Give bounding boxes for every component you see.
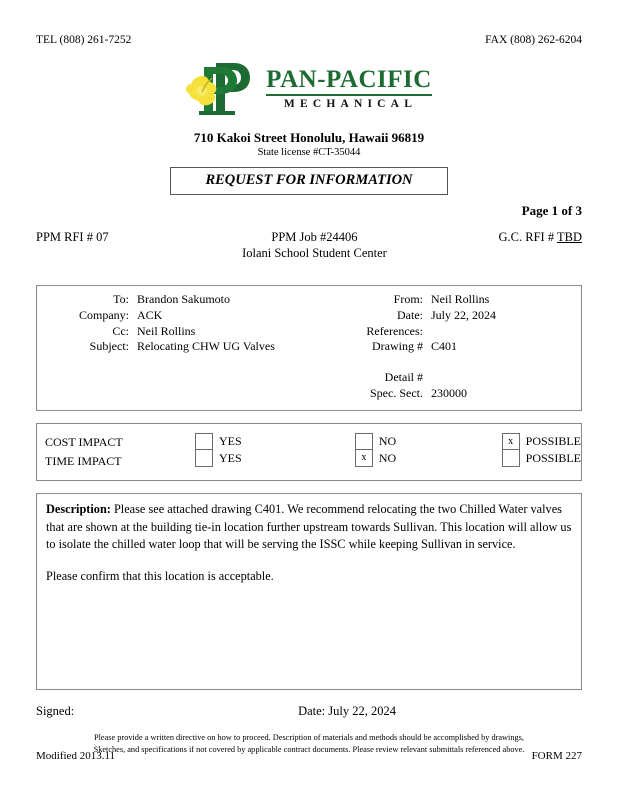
yes-option-label-time: YES	[219, 450, 242, 465]
info-row-from	[315, 292, 581, 308]
info-left-column	[37, 292, 309, 402]
fineprint-line-2: Sketches, and specifications if not covered by applicable contract documents. Please review relevant submittals referenced above.	[93, 744, 525, 754]
signature-row	[36, 704, 582, 719]
impact-row-labels	[37, 433, 195, 470]
info-row-spec-section	[315, 386, 581, 402]
label-references: References:	[366, 323, 423, 338]
gc-rfi-value: TBD	[556, 230, 582, 244]
label-company: Company:	[79, 307, 129, 322]
time-impact-possible-checkbox[interactable]	[502, 450, 520, 467]
logo-company-subtitle: MECHANICAL	[283, 98, 418, 111]
info-row-to	[43, 292, 309, 308]
value-subject: Relocating CHW UG Valves	[137, 339, 275, 354]
label-spec-section: Spec. Sect.	[370, 386, 423, 401]
logo-divider-rule	[266, 94, 432, 96]
time-impact-no-checkbox[interactable]: x	[355, 450, 373, 467]
info-row-drawing	[315, 339, 581, 355]
value-to: Brandon Sakumoto	[137, 292, 230, 306]
description-label: Description:	[46, 502, 111, 517]
time-impact-yes-checkbox[interactable]	[195, 450, 213, 467]
info-row-detail	[315, 370, 581, 386]
label-date: Date:	[397, 307, 423, 322]
page-counter: Page 1 of 3	[521, 203, 582, 218]
description-text-2: Please confirm that this location is acceptable.	[46, 568, 274, 583]
pan-pacific-pp-hibiscus-logo-icon	[186, 58, 260, 118]
time-impact-label: TIME IMPACT	[45, 453, 122, 468]
value-company: ACK	[137, 307, 163, 322]
fineprint-line-1: Please provide a written directive on how to proceed. Description of materials and methods should be accomplished by drawings,	[94, 733, 524, 743]
ppm-rfi-number: PPM RFI # 07	[36, 230, 109, 244]
no-option-label-time: NO	[378, 450, 397, 465]
telephone-number: TEL (808) 261-7252	[36, 34, 132, 46]
possible-checkbox-group	[502, 433, 581, 467]
no-checkbox-group	[355, 433, 396, 467]
value-references	[431, 324, 581, 340]
ppm-job-number: PPM Job #24406	[271, 230, 358, 244]
contact-header	[36, 0, 582, 46]
cost-impact-label: COST IMPACT	[45, 434, 123, 449]
signature-date-label: Date:	[298, 704, 326, 719]
logo-company-name: PAN-PACIFIC	[266, 66, 432, 94]
company-logo	[36, 58, 582, 118]
fax-number: FAX (808) 262-6204	[485, 34, 582, 46]
signature-date	[298, 704, 582, 719]
document-footer	[36, 750, 582, 762]
value-spec-section: 230000	[431, 386, 467, 401]
description-box[interactable]	[36, 493, 582, 690]
label-drawing-number: Drawing #	[372, 339, 423, 354]
info-row-company	[43, 308, 309, 324]
company-address: 710 Kakoi Street Honolulu, Hawaii 96819	[193, 130, 425, 145]
state-license: State license #CT-35044	[257, 147, 361, 158]
cost-impact-no-checkbox[interactable]	[355, 433, 373, 450]
job-info	[200, 230, 429, 261]
info-row-date	[315, 308, 581, 324]
no-option-label-cost: NO	[378, 433, 397, 448]
signature-date-value: July 22, 2024	[328, 704, 396, 719]
value-from: Neil Rollins	[431, 292, 490, 306]
value-date: July 22, 2024	[431, 307, 497, 322]
description-text-1: Please see attached drawing C401. We recommend relocating the two Chilled Water valves that are shown at the building tie-in location further upstream towards Sullivan. This location will allow us to isolate the chilled water loop that will be serving the ISSC while keeping Sullivan in service.	[46, 502, 572, 552]
impact-selection-box	[36, 423, 582, 481]
label-cc: Cc:	[112, 323, 129, 338]
info-row-cc	[43, 324, 309, 340]
job-identification-row	[36, 230, 582, 261]
value-detail-number	[431, 370, 581, 386]
value-cc: Neil Rollins	[137, 323, 196, 338]
label-to: To:	[113, 292, 129, 306]
project-name: Iolani School Student Center	[242, 246, 387, 260]
info-spacer	[315, 355, 581, 370]
label-from: From:	[393, 292, 423, 306]
info-row-references	[315, 324, 581, 340]
gc-rfi-number	[429, 230, 582, 245]
info-right-column	[309, 292, 581, 402]
signed-label: Signed:	[36, 704, 75, 719]
cost-impact-possible-checkbox[interactable]: x	[502, 433, 520, 450]
correspondence-info-box	[36, 285, 582, 411]
document-title: REQUEST FOR INFORMATION	[170, 167, 448, 195]
modified-date: Modified 2013.11	[36, 750, 116, 762]
label-subject: Subject:	[89, 339, 129, 354]
description-paragraph-1	[46, 501, 572, 553]
yes-checkbox-group	[195, 433, 242, 467]
form-number: FORM 227	[531, 750, 582, 762]
possible-option-label-time: POSSIBLE	[525, 450, 581, 465]
value-drawing-number: C401	[431, 339, 458, 354]
possible-option-label-cost: POSSIBLE	[525, 433, 581, 448]
label-detail-number: Detail #	[384, 370, 423, 385]
info-row-subject	[43, 339, 309, 355]
hibiscus-flower-icon	[186, 73, 218, 107]
yes-option-label-cost: YES	[219, 433, 242, 448]
cost-impact-yes-checkbox[interactable]	[195, 433, 213, 450]
gc-rfi-label: G.C. RFI #	[498, 230, 555, 244]
